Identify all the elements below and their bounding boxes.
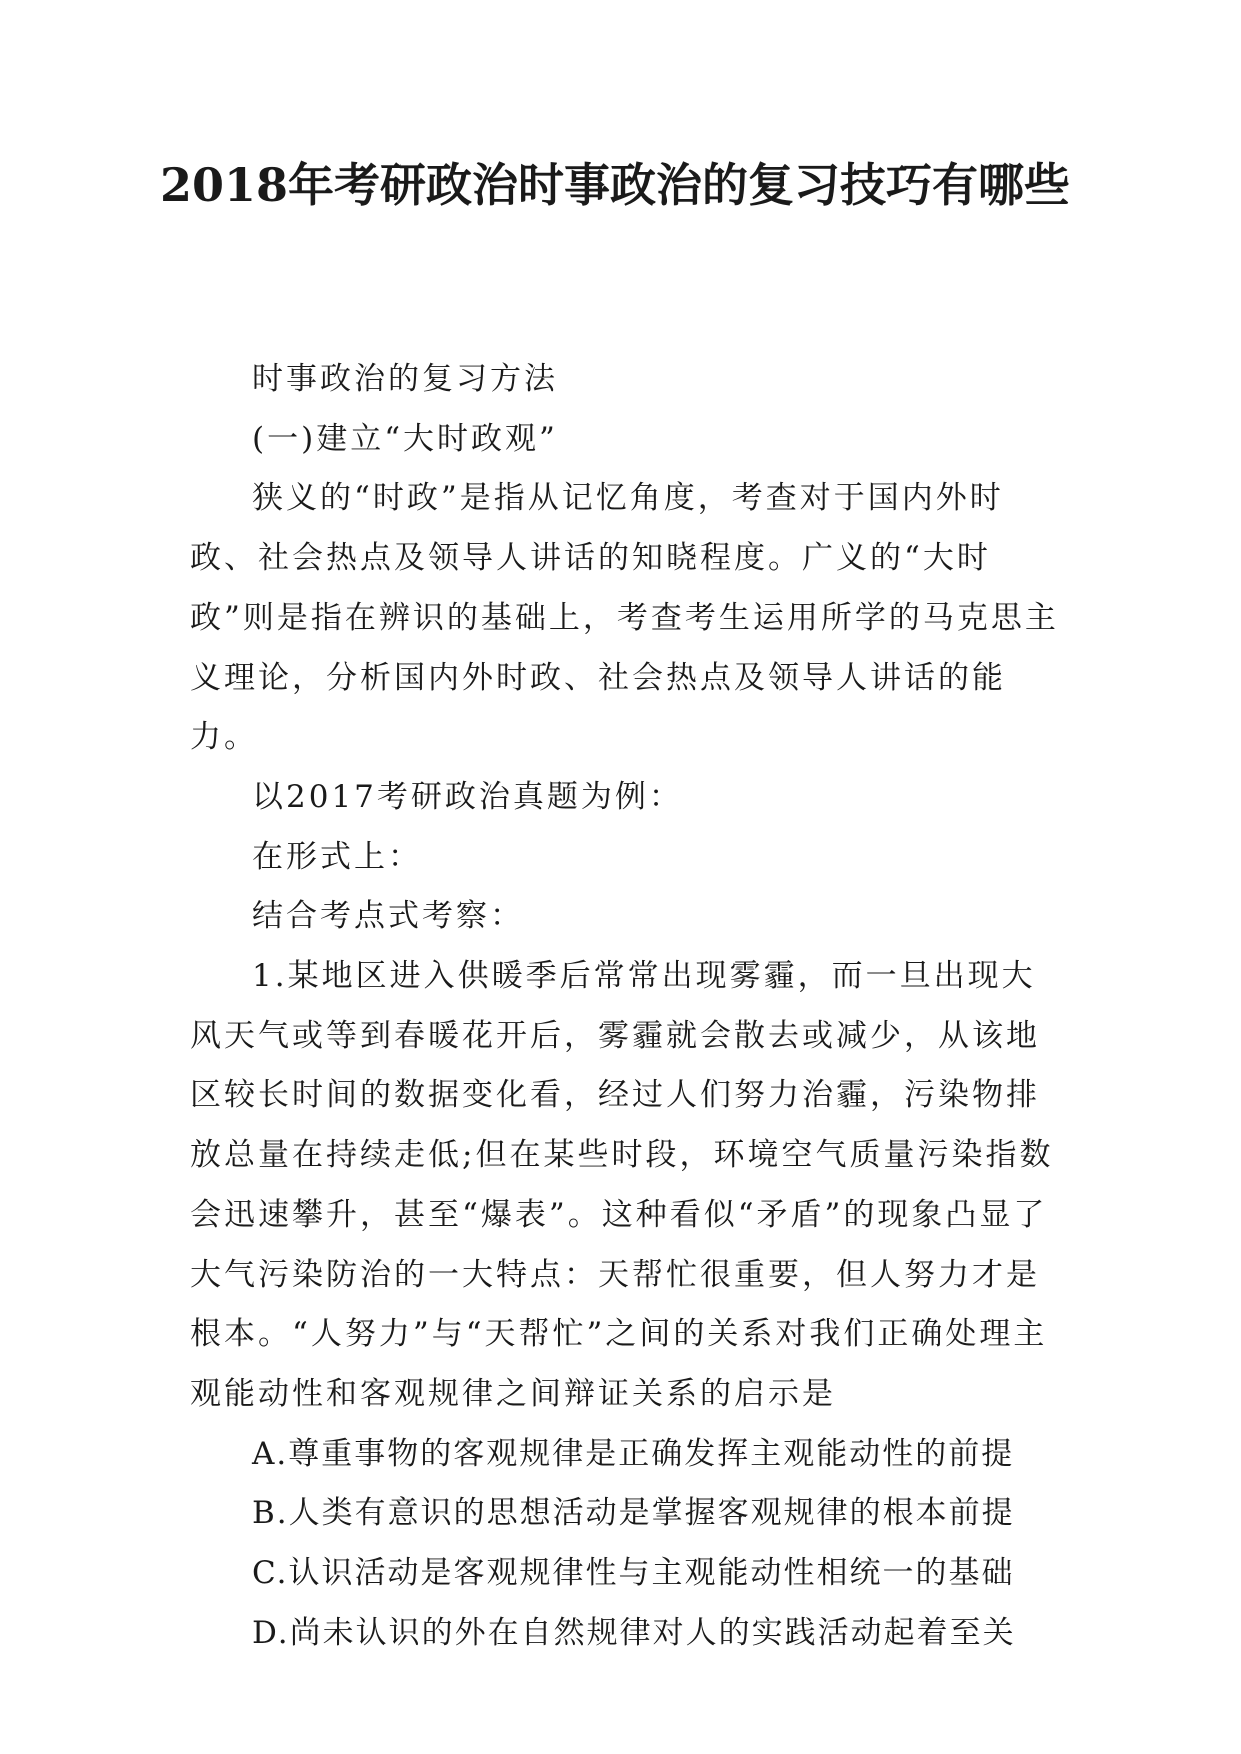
document-body <box>190 350 1060 1663</box>
option-b: B.人类有意识的思想活动是掌握客观规律的根本前提 <box>252 1495 1015 1532</box>
paragraph-method: 结合考点式考察： <box>252 898 524 935</box>
option-c: C.认识活动是客观规律性与主观能动性相统一的基础 <box>252 1555 1015 1592</box>
option-a: A.尊重事物的客观规律是正确发挥主观能动性的前提 <box>252 1435 1015 1472</box>
option-d: D.尚未认识的外在自然规律对人的实践活动起着至关 <box>252 1614 1016 1651</box>
question-stem: 1.某地区进入供暖季后常常出现雾霾，而一旦出现大风天气或等到春暖花开后，雾霾就会散去或减少，从该地区较长时间的数据变化看，经过人们努力治霾，污染物排放总量在持续走低;但在某些时段，环境空气质量污染指数会迅速攀升，甚至“爆表”。这种看似“矛盾”的现象凸显了大气污染防治的一大特点：天帮忙很重要，但人努力才是根本。“人努力”与“天帮忙”之间的关系对我们正确处理主观能动性和客观规律之间辩证关系的启示是 <box>190 958 1054 1412</box>
subsection-heading: (一)建立“大时政观” <box>252 420 558 457</box>
paragraph-definition: 狭义的“时政”是指从记忆角度，考查对于国内外时政、社会热点及领导人讲话的知晓程度。广义的“大时政”则是指在辨识的基础上，考查考生运用所学的马克思主义理论，分析国内外时政、社会热点及领导人讲话的能力。 <box>190 480 1059 756</box>
section-heading: 时事政治的复习方法 <box>252 361 558 397</box>
paragraph-form: 在形式上： <box>252 838 422 875</box>
paragraph-example-intro: 以2017考研政治真题为例： <box>252 778 683 815</box>
document-title: 2018年考研政治时事政治的复习技巧有哪些 <box>159 158 1071 212</box>
